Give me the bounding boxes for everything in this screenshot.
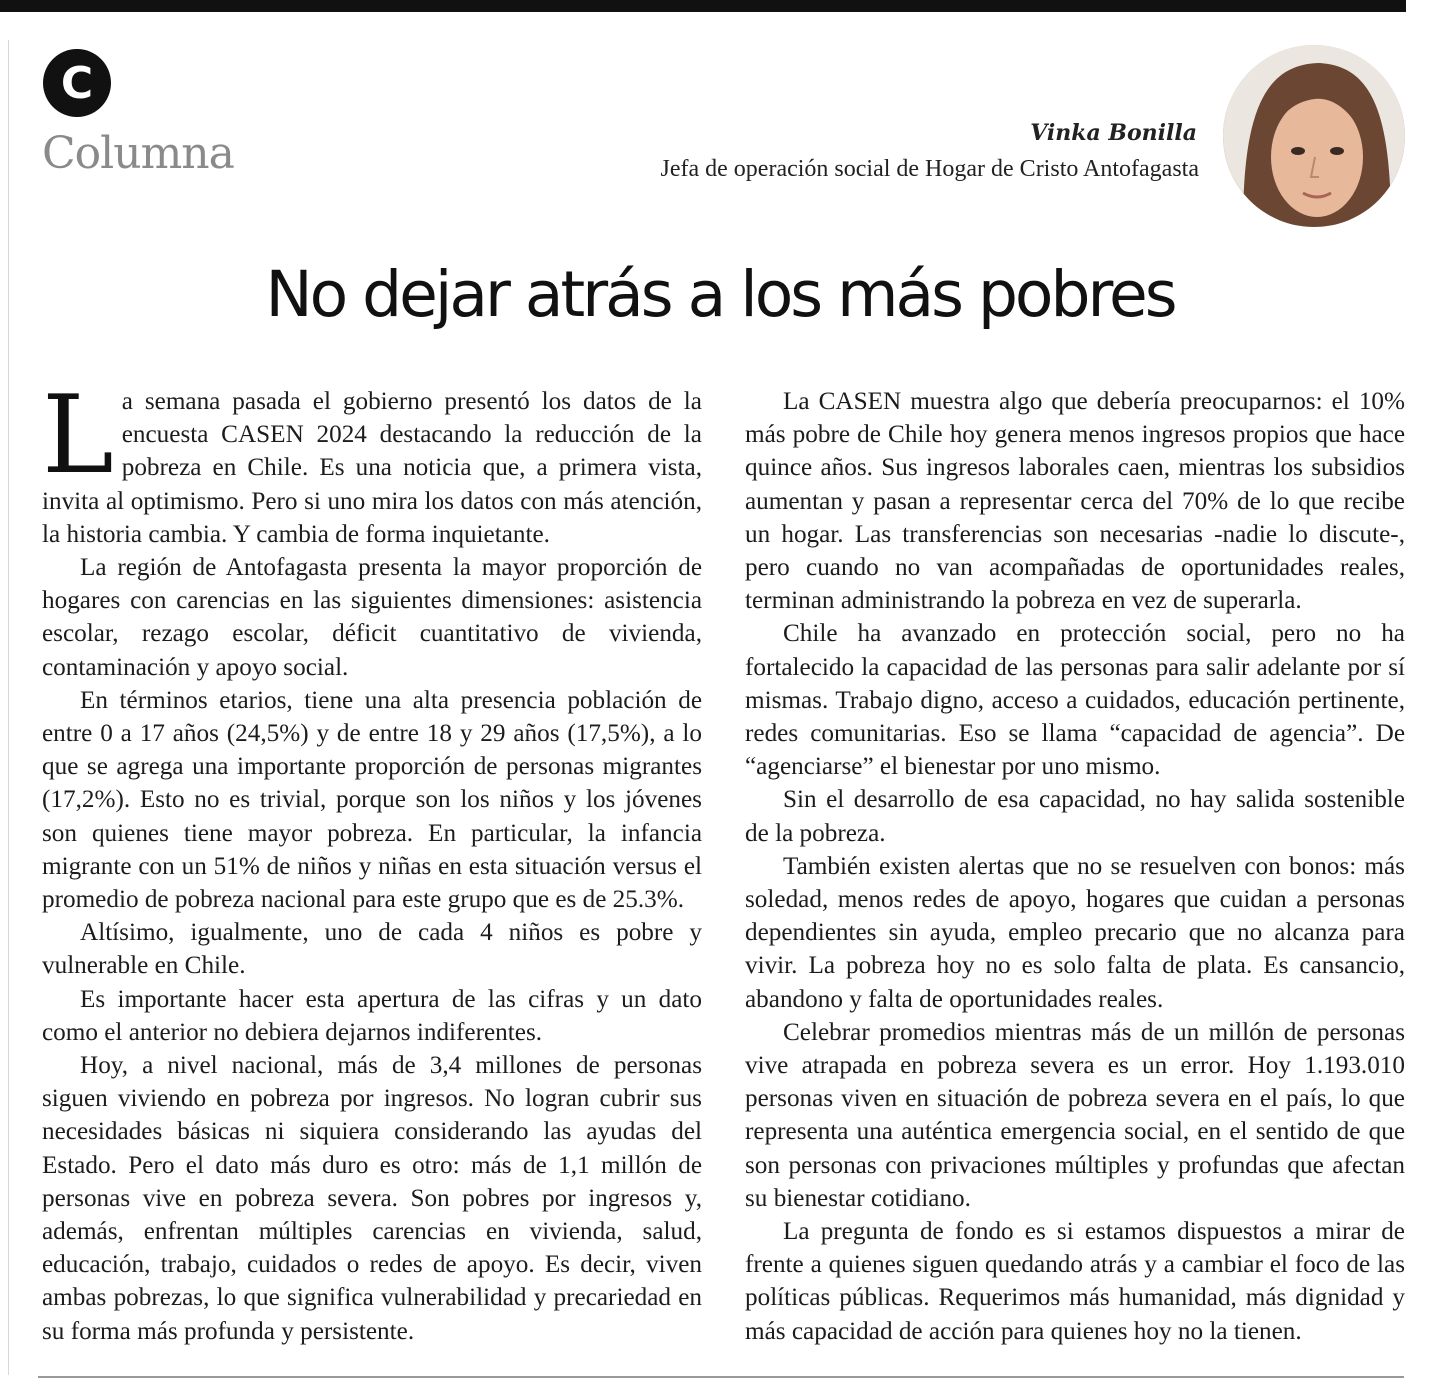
- bottom-rule: [38, 1376, 1404, 1378]
- paragraph: Sin el desarrollo de esa capacidad, no hay salida sostenible de la pobreza.: [745, 786, 1405, 847]
- section-badge: C: [43, 49, 111, 117]
- author-photo: [1223, 45, 1405, 227]
- article-column-right: [745, 385, 1405, 1348]
- paragraph: Celebrar promedios mientras más de un millón de personas vive atrapada en pobreza severa es un error. Hoy 1.193.010 personas viven en situación de pobreza severa en el país, lo que representa una auténtica emergencia social, en el sentido de que son personas con privaciones múltiples y profundas que afectan su bienestar cotidiano.: [745, 1018, 1405, 1212]
- paragraph: Chile ha avanzado en protección social, pero no ha fortalecido la capacidad de las personas para salir adelante por sí mismas. Trabajo digno, acceso a cuidados, educación pertinente, redes comunitarias. Eso se llama “capacidad de agencia”. De “agenciarse” el bienestar por uno mismo.: [745, 620, 1405, 781]
- paragraph: En términos etarios, tiene una alta presencia población de entre 0 a 17 años (24,5%) y de entre 18 y 29 años (17,5%), a lo que se agrega una importante proporción de personas migrantes (17,2%). Esto no es trivial, porque son los niños y los jóvenes son quienes tiene mayor pobreza. En particular, la infancia migrante con un 51% de niños y niñas en esta situación versus el promedio de pobreza nacional para este grupo que es de 25.3%.: [42, 686, 702, 914]
- left-margin-rule: [8, 40, 9, 1375]
- paragraph: La CASEN muestra algo que debería preocuparnos: el 10% más pobre de Chile hoy genera menos ingresos propios que hace quince años. Sus ingresos laborales caen, mientras los subsidios aumentan y pasan a representar cerca del 70% de lo que recibe un hogar. Las transferencias son necesarias -nadie lo discute-, pero cuando no van acompañadas de oportunidades reales, terminan administrando la pobreza en vez de superarla.: [745, 388, 1405, 615]
- paragraph: Altísimo, igualmente, uno de cada 4 niños es pobre y vulnerable en Chile.: [42, 919, 702, 980]
- paragraph: Es importante hacer esta apertura de las cifras y un dato como el anterior no debiera dejarnos indiferentes.: [42, 985, 702, 1046]
- top-rule: [0, 0, 1406, 12]
- author-role: Jefa de operación social de Hogar de Cristo Antofagasta: [660, 156, 1199, 182]
- author-portrait-image: [1223, 45, 1405, 227]
- section-label: Columna: [42, 128, 234, 179]
- headline: No dejar atrás a los más pobres: [265, 258, 1175, 331]
- paragraph: La región de Antofagasta presenta la mayor proporción de hogares con carencias en las siguientes dimensiones: asistencia escolar, rezago escolar, déficit cuantitativo de vivienda, contaminación y apoyo social.: [42, 554, 702, 681]
- lead-paragraph-text: a semana pasada el gobierno presentó los datos de la encuesta CASEN 2024 destacando la reducción de la pobreza en Chile. Es una noticia que, a primera vista, invita al optimismo. Pero si uno mira los datos con más atención, la historia cambia. Y cambia de forma inquietante.: [42, 388, 702, 548]
- lead-paragraph: [42, 373, 702, 551]
- paragraph: También existen alertas que no se resuelven con bonos: más soledad, menos redes de apoyo, hogares que cuidan a personas dependientes sin ayuda, empleo precario que no alcanza para vivir. La pobreza hoy no es solo falta de plata. Es cansancio, abandono y falta de oportunidades reales.: [745, 852, 1405, 1013]
- paragraph: La pregunta de fondo es si estamos dispuestos a mirar de frente a quienes siguen quedando atrás y a cambiar el foco de las políticas públicas. Requerimos más humanidad, más dignidad y más capacidad de acción para quienes hoy no la tienen.: [745, 1218, 1405, 1345]
- author-name: Vinka Bonilla: [1030, 120, 1197, 146]
- drop-cap: L: [42, 373, 114, 498]
- article-column-left: [42, 373, 702, 1348]
- paragraph: Hoy, a nivel nacional, más de 3,4 millones de personas siguen viviendo en pobreza por ingresos. No logran cubrir sus necesidades básicas ni siquiera considerando las ayudas del Estado. Pero el dato más duro es otro: más de 1,1 millón de personas vive en pobreza severa. Son pobres por ingresos y, además, enfrentan múltiples carencias en vivienda, salud, educación, trabajo, cuidados o redes de apoyo. Es decir, viven ambas pobrezas, lo que significa vulnerabilidad y precariedad en su forma más profunda y persistente.: [42, 1052, 702, 1345]
